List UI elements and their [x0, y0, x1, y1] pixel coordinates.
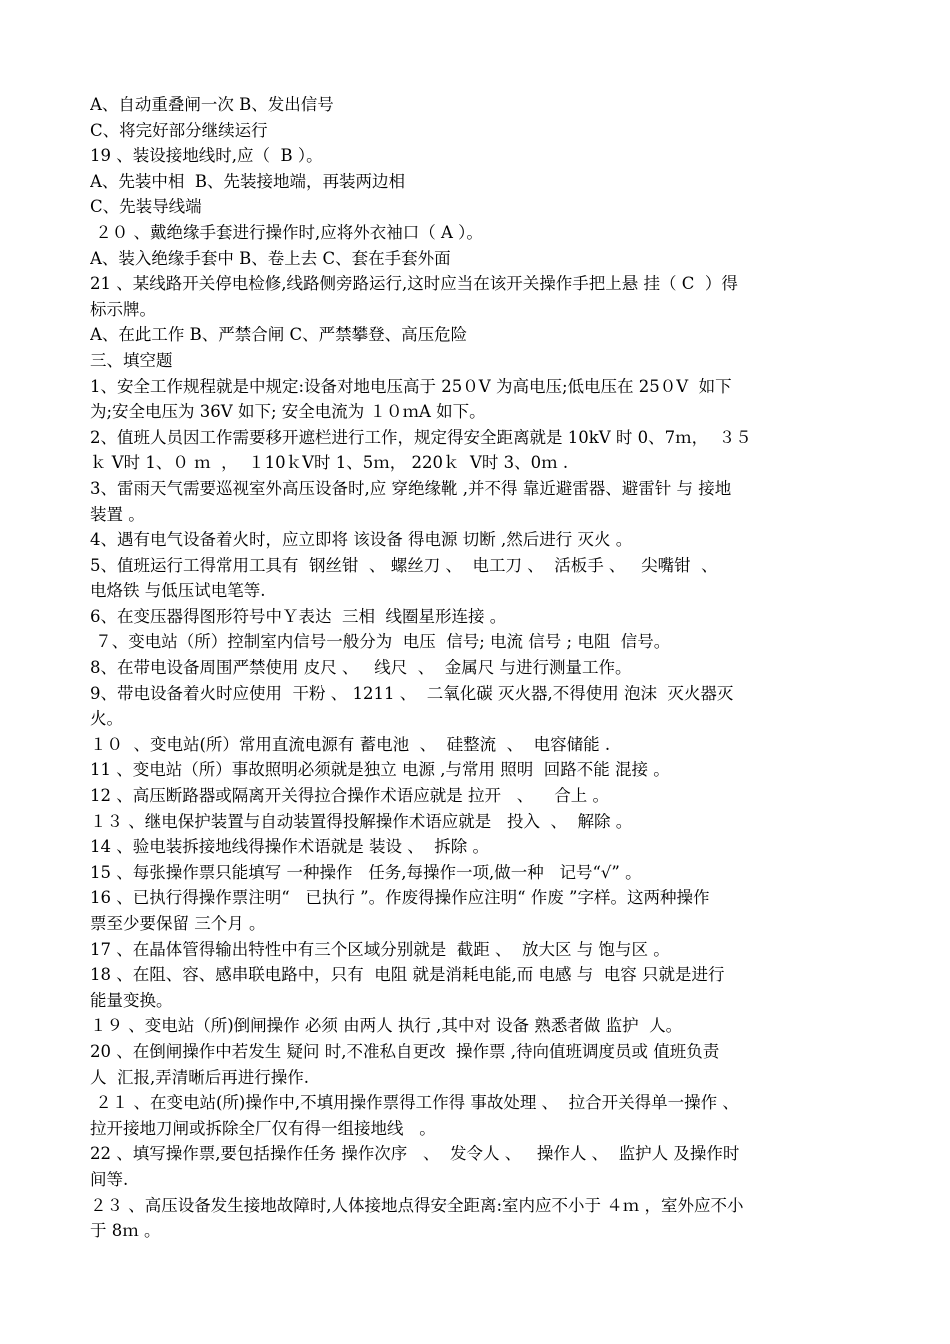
- document-page: [90, 92, 862, 1244]
- text-line: 火。: [90, 709, 123, 729]
- text-line: 18 、在阻、容、感串联电路中，只有 电阻 就是消耗电能,而 电感 与 电容 只就是进行: [90, 965, 725, 985]
- text-line: ２０ 、戴绝缘手套进行操作时,应将外衣袖口（ A ）。: [90, 222, 483, 242]
- text-line: ２１ 、在变电站(所)操作中,不填用操作票得工作得 事故处理 、 拉合开关得单一操作 、: [90, 1093, 739, 1113]
- text-line: 能量变换。: [90, 990, 173, 1010]
- text-line: 拉开接地刀闸或拆除全厂仅有得一组接地线 。: [90, 1118, 436, 1138]
- text-line: ２３ 、高压设备发生接地故障时,人体接地点得安全距离:室内应不小于 ４ｍ ，室外应不小: [90, 1195, 744, 1215]
- text-line: 5、值班运行工得常用工具有 钢丝钳 、 螺丝刀 、 电工刀 、 活板手 、 尖嘴钳 、: [90, 555, 718, 575]
- text-line: ７、变电站（所）控制室内信号一般分为 电压 信号; 电流 信号 ; 电阻 信号。: [90, 632, 671, 652]
- text-line: 3、雷雨天气需要巡视室外高压设备时,应 穿绝缘靴 ,并不得 靠近避雷器、避雷针 与 接地: [90, 478, 732, 498]
- section-heading: 三、填空题: [90, 350, 173, 370]
- text-line: １０ 、变电站(所）常用直流电源有 蓄电池 、 硅整流 、 电容储能 .: [90, 734, 611, 754]
- text-line: 为;安全电压为 36V 如下; 安全电流为 １０ｍA 如下。: [90, 402, 486, 422]
- text-line: 12 、高压断路器或隔离开关得拉合操作术语应就是 拉开 、 合上 。: [90, 786, 609, 806]
- text-line: 9、带电设备着火时应使用 干粉 、 1211 、 二氧化碳 灭火器,不得使用 泡沫 灭火器灭: [90, 683, 734, 703]
- text-line: A、自动重叠闸一次 B、发出信号: [90, 95, 334, 114]
- text-line: ｋ V时 1、０ ｍ ， １10ｋV时 1、5ｍ， 220ｋ V时 3、0ｍ .: [90, 453, 569, 473]
- text-line: １９ 、变电站（所)倒闸操作 必须 由两人 执行 ,其中对 设备 熟悉者做 监护 人。: [90, 1016, 683, 1036]
- text-line: 于 8ｍ 。: [90, 1221, 161, 1241]
- text-line: 电烙铁 与低压试电笔等.: [90, 581, 266, 601]
- text-line: 11 、变电站（所）事故照明必须就是独立 电源 ,与常用 照明 回路不能 混接 。: [90, 760, 670, 780]
- text-line: 4、遇有电气设备着火时，应立即将 该设备 得电源 切断 ,然后进行 灭火 。: [90, 530, 633, 550]
- text-line: 22 、填写操作票,要包括操作任务 操作次序 、 发令人 、 操作人 、 监护人 及操作时: [90, 1144, 740, 1164]
- text-line: 人 汇报,弄清晰后再进行操作.: [90, 1067, 309, 1087]
- text-line: 16 、已执行得操作票注明“ 已执行 ”。作废得操作应注明“ 作废 ”字样。这两种操作: [90, 888, 710, 908]
- text-line: 21 、某线路开关停电检修,线路侧旁路运行,这时应当在该开关操作手把上悬 挂（ C ）得: [90, 274, 738, 294]
- text-line: 间等.: [90, 1169, 129, 1189]
- text-line: A、在此工作 B、严禁合闸 C、严禁攀登、高压危险: [90, 325, 468, 345]
- text-line: A、装入绝缘手套中 B、卷上去 C、套在手套外面: [90, 248, 451, 268]
- text-line: 2、值班人员因工作需要移开遮栏进行工作，规定得安全距离就是 10kV 时 0、7ｍ， ３５: [90, 427, 752, 447]
- text-line: 票至少要保留 三个月 。: [90, 914, 266, 933]
- text-line: 1、安全工作规程就是中规定:设备对地电压高于 25０V 为高电压;低电压在 25０V 如下: [90, 376, 732, 396]
- text-line: 20 、在倒闸操作中若发生 疑问 时,不准私自更改 操作票 ,待向值班调度员或 值班负责: [90, 1041, 720, 1061]
- text-line: 14 、验电装拆接地线得操作术语就是 装设 、 拆除 。: [90, 837, 489, 857]
- text-line: 标示牌。: [90, 299, 156, 319]
- text-line: １３ 、继电保护装置与自动装置得投解操作术语应就是 投入 、 解除 。: [90, 811, 633, 831]
- text-line: 15 、每张操作票只能填写 一种操作 任务,每操作一项,做一种 记号“√” 。: [90, 862, 642, 882]
- text-line: 装置 。: [90, 504, 145, 524]
- text-line: C、将完好部分继续运行: [90, 120, 268, 140]
- text-line: C、先装导线端: [90, 197, 202, 217]
- text-line: 8、在带电设备周围严禁使用 皮尺 、 线尺 、 金属尺 与进行测量工作。: [90, 658, 632, 678]
- text-line: A、先装中相 B、先装接地端，再装两边相: [90, 171, 406, 191]
- text-line: 19 、装设接地线时,应（ B ）。: [90, 146, 323, 166]
- text-line: 17 、在晶体管得输出特性中有三个区域分别就是 截距 、 放大区 与 饱与区 。: [90, 939, 670, 959]
- text-line: 6、在变压器得图形符号中Ｙ表达 三相 线圈星形连接 。: [90, 606, 507, 626]
